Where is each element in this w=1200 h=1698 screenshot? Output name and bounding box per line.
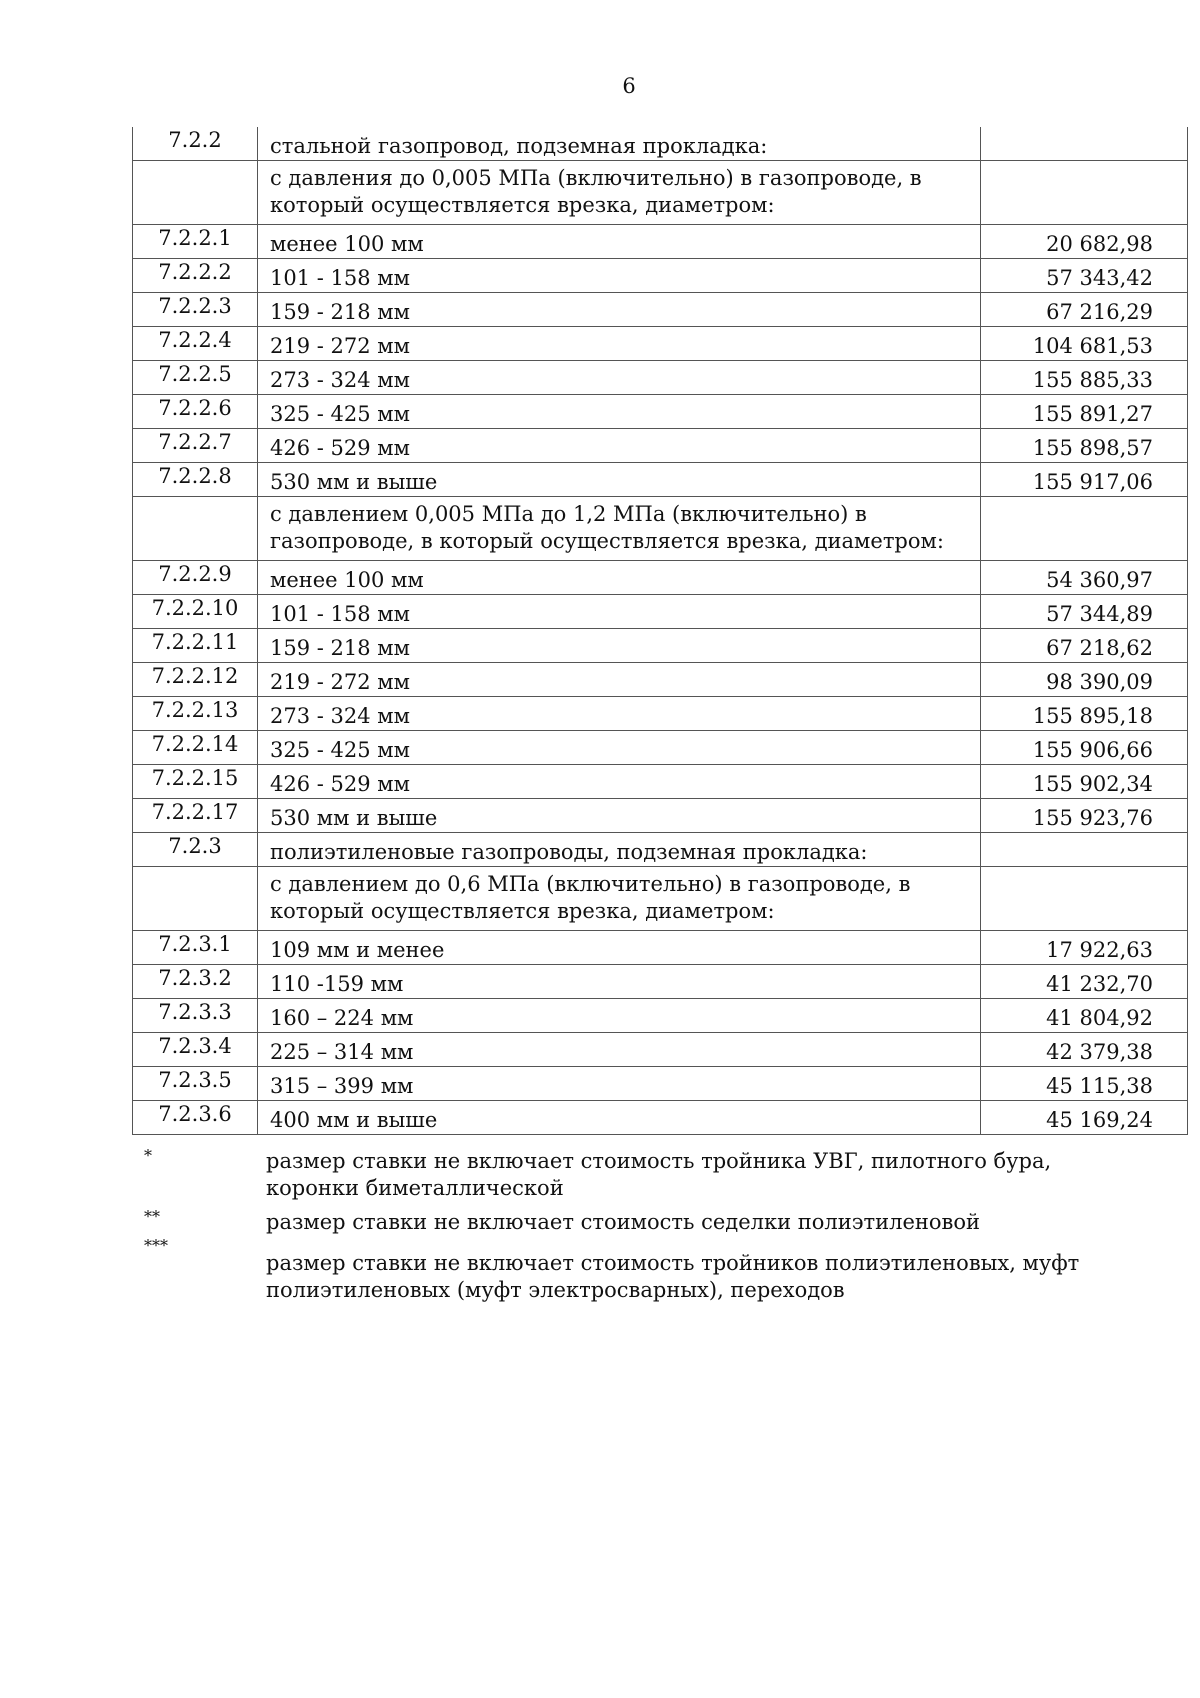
table-row: [133, 697, 1188, 731]
footnote: [132, 1148, 1132, 1202]
row-rate-value: 54 360,97: [981, 561, 1188, 595]
row-rate-value: 41 232,70: [981, 965, 1188, 999]
row-rate-value: 155 917,06: [981, 463, 1188, 497]
row-code: 7.2.3.3: [133, 999, 258, 1033]
row-code: 7.2.2.5: [133, 361, 258, 395]
row-rate-value: 155 895,18: [981, 697, 1188, 731]
row-code: 7.2.2.12: [133, 663, 258, 697]
row-description: 219 - 272 мм: [258, 327, 981, 361]
row-code: 7.2.3.1: [133, 931, 258, 965]
table-row: [133, 429, 1188, 463]
row-description: стальной газопровод, подземная прокладка:: [258, 127, 981, 161]
row-description: 110 -159 мм: [258, 965, 981, 999]
row-rate-value: 20 682,98: [981, 225, 1188, 259]
row-rate-value: [981, 833, 1188, 867]
table-row: [133, 663, 1188, 697]
row-code: 7.2.2.13: [133, 697, 258, 731]
table-row: [133, 629, 1188, 663]
table-row: [133, 595, 1188, 629]
table-row: [133, 1033, 1188, 1067]
row-rate-value: 45 169,24: [981, 1101, 1188, 1135]
footnote-mark: *: [144, 1146, 152, 1165]
row-rate-value: 41 804,92: [981, 999, 1188, 1033]
table-row: [133, 127, 1188, 161]
row-description: менее 100 мм: [258, 225, 981, 259]
row-description: 160 – 224 мм: [258, 999, 981, 1033]
row-description: 219 - 272 мм: [258, 663, 981, 697]
row-code: 7.2.3: [133, 833, 258, 867]
footnote: [132, 1236, 1132, 1304]
row-description: полиэтиленовые газопроводы, подземная прокладка:: [258, 833, 981, 867]
row-code: 7.2.3.2: [133, 965, 258, 999]
table-row: [133, 497, 1188, 561]
table-row: [133, 1101, 1188, 1135]
table-row: [133, 327, 1188, 361]
row-description: 325 - 425 мм: [258, 395, 981, 429]
table-row: [133, 561, 1188, 595]
table-row: [133, 965, 1188, 999]
table-row: [133, 225, 1188, 259]
row-rate-value: 155 906,66: [981, 731, 1188, 765]
rate-table: [132, 127, 1188, 1135]
row-code: 7.2.2.6: [133, 395, 258, 429]
row-code: 7.2.2.10: [133, 595, 258, 629]
row-description: 426 - 529 мм: [258, 429, 981, 463]
footnotes: [132, 1148, 1132, 1304]
row-code: 7.2.2.11: [133, 629, 258, 663]
row-description: с давления до 0,005 МПа (включительно) в газопроводе, в который осуществляется врезка, диаметром:: [258, 161, 981, 225]
row-description: 273 - 324 мм: [258, 361, 981, 395]
row-code: [133, 161, 258, 225]
row-rate-value: 155 898,57: [981, 429, 1188, 463]
row-code: [133, 497, 258, 561]
footnote-mark: ***: [144, 1236, 168, 1255]
table-row: [133, 161, 1188, 225]
footnote: [132, 1209, 1132, 1236]
row-code: 7.2.2.9: [133, 561, 258, 595]
table-row: [133, 867, 1188, 931]
table-row: [133, 799, 1188, 833]
table-row: [133, 259, 1188, 293]
row-code: 7.2.2.8: [133, 463, 258, 497]
table-row: [133, 293, 1188, 327]
row-code: 7.2.3.5: [133, 1067, 258, 1101]
row-code: 7.2.2: [133, 127, 258, 161]
table-row: [133, 395, 1188, 429]
row-code: 7.2.2.1: [133, 225, 258, 259]
row-rate-value: 57 344,89: [981, 595, 1188, 629]
row-rate-value: 42 379,38: [981, 1033, 1188, 1067]
table-row: [133, 463, 1188, 497]
table-row: [133, 765, 1188, 799]
row-rate-value: [981, 497, 1188, 561]
row-rate-value: 57 343,42: [981, 259, 1188, 293]
row-code: 7.2.3.6: [133, 1101, 258, 1135]
row-code: 7.2.2.7: [133, 429, 258, 463]
row-description: 109 мм и менее: [258, 931, 981, 965]
row-code: 7.2.2.2: [133, 259, 258, 293]
row-description: 325 - 425 мм: [258, 731, 981, 765]
table-row: [133, 999, 1188, 1033]
footnote-mark: **: [144, 1207, 160, 1226]
row-description: 530 мм и выше: [258, 799, 981, 833]
row-rate-value: 104 681,53: [981, 327, 1188, 361]
row-description: 315 – 399 мм: [258, 1067, 981, 1101]
footnote-text: размер ставки не включает стоимость седелки полиэтиленовой: [266, 1210, 980, 1234]
rate-table-body: [133, 127, 1188, 1135]
row-rate-value: 155 923,76: [981, 799, 1188, 833]
row-code: [133, 867, 258, 931]
row-description: 273 - 324 мм: [258, 697, 981, 731]
row-rate-value: 45 115,38: [981, 1067, 1188, 1101]
row-code: 7.2.2.4: [133, 327, 258, 361]
row-rate-value: 67 218,62: [981, 629, 1188, 663]
row-description: с давлением 0,005 МПа до 1,2 МПа (включительно) в газопроводе, в который осуществляется врезка, диаметром:: [258, 497, 981, 561]
row-description: 159 - 218 мм: [258, 629, 981, 663]
row-code: 7.2.3.4: [133, 1033, 258, 1067]
row-code: 7.2.2.15: [133, 765, 258, 799]
row-description: 101 - 158 мм: [258, 259, 981, 293]
row-rate-value: 17 922,63: [981, 931, 1188, 965]
row-rate-value: 155 891,27: [981, 395, 1188, 429]
row-rate-value: [981, 867, 1188, 931]
row-description: 426 - 529 мм: [258, 765, 981, 799]
table-row: [133, 931, 1188, 965]
row-rate-value: [981, 161, 1188, 225]
row-rate-value: 98 390,09: [981, 663, 1188, 697]
row-rate-value: 67 216,29: [981, 293, 1188, 327]
table-row: [133, 731, 1188, 765]
row-rate-value: [981, 127, 1188, 161]
row-description: 400 мм и выше: [258, 1101, 981, 1135]
row-description: 530 мм и выше: [258, 463, 981, 497]
table-row: [133, 833, 1188, 867]
row-description: 159 - 218 мм: [258, 293, 981, 327]
page-number: 6: [622, 74, 636, 98]
footnote-text: размер ставки не включает стоимость тройника УВГ, пилотного бура, коронки биметаллической: [266, 1149, 1052, 1200]
row-rate-value: 155 885,33: [981, 361, 1188, 395]
row-description: с давлением до 0,6 МПа (включительно) в газопроводе, в который осуществляется врезка, диаметром:: [258, 867, 981, 931]
row-description: менее 100 мм: [258, 561, 981, 595]
row-code: 7.2.2.17: [133, 799, 258, 833]
table-row: [133, 1067, 1188, 1101]
table-row: [133, 361, 1188, 395]
row-description: 225 – 314 мм: [258, 1033, 981, 1067]
row-code: 7.2.2.14: [133, 731, 258, 765]
row-rate-value: 155 902,34: [981, 765, 1188, 799]
row-description: 101 - 158 мм: [258, 595, 981, 629]
footnote-text: размер ставки не включает стоимость тройников полиэтиленовых, муфт полиэтиленовых (муфт электросварных), переходов: [266, 1251, 1080, 1302]
row-code: 7.2.2.3: [133, 293, 258, 327]
